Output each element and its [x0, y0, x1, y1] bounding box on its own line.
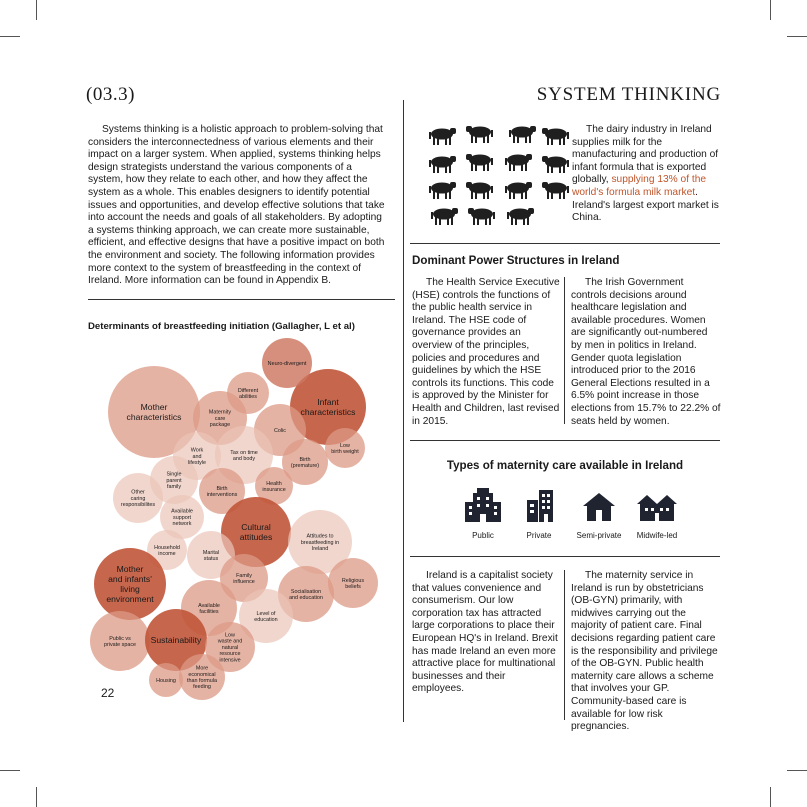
- bubble-label: Public vs private space: [103, 635, 137, 648]
- bubble-label: Family influence: [233, 572, 255, 585]
- bubble-label: Low waste and natural resource intensive: [217, 632, 243, 664]
- bubble-label: Birth (premature): [290, 456, 320, 469]
- crop-mark: [0, 770, 20, 771]
- maternity-left-paragraph: [412, 570, 558, 696]
- bubble-label: Work and lifestyle: [188, 447, 206, 467]
- bubble-label: More economical than formula feeding: [187, 665, 217, 691]
- intro-divider: [88, 299, 395, 300]
- dairy-paragraph: [572, 124, 722, 225]
- cow-icon: [542, 156, 569, 173]
- cow-icon: [431, 208, 458, 225]
- dairy-text: The dairy industry in Ireland supplies milk for the manufacturing and production of infant formula that is exported globally,: [572, 124, 719, 186]
- maternity-type-label: Semi-private: [576, 531, 622, 540]
- maternity-right-paragraph: [571, 570, 721, 734]
- bubble-label: Household income: [154, 544, 180, 557]
- bubble-label: Housing: [156, 677, 176, 684]
- cow-icon: [505, 182, 532, 199]
- bubble-label: Cultural attitudes: [239, 522, 273, 542]
- crop-mark: [787, 770, 807, 771]
- section-divider: [410, 556, 720, 557]
- bubble-label: Birth interventions: [206, 485, 238, 498]
- intro-paragraph: [88, 124, 386, 288]
- section-code: (03.3): [86, 84, 135, 105]
- page-number: 22: [101, 686, 115, 700]
- section-divider: [410, 440, 720, 441]
- figure-title: Determinants of breastfeeding initiation (Gallagher, L et al): [88, 321, 355, 332]
- cow-icon: [466, 126, 493, 143]
- crop-mark: [770, 0, 771, 20]
- cow-icon: [466, 154, 493, 171]
- cow-icon: [509, 126, 536, 143]
- bubble-label: Tax on time and body: [230, 449, 258, 462]
- column-separator: [564, 277, 565, 424]
- bubble-label: Single parent family: [166, 471, 182, 491]
- cow-icon: [429, 128, 456, 145]
- maternity-type-label: Private: [526, 531, 552, 540]
- public-building-icon: [465, 488, 501, 522]
- bubble-label: Marital status: [202, 549, 220, 562]
- bubble-label: Maternity care package: [208, 409, 232, 429]
- maternity-heading: Types of maternity care available in Ireland: [446, 459, 684, 472]
- bubble-label: Sustainability: [150, 635, 202, 646]
- maternity-type-label: Midwife-led: [636, 531, 678, 540]
- cow-icon: [542, 182, 569, 199]
- cow-illustrations: [425, 120, 575, 225]
- bubble-label: Low birth weight: [331, 442, 359, 455]
- power-right-paragraph: [571, 277, 721, 428]
- intro-text: Systems thinking is a holistic approach to problem-solving that considers the interconnectedness of various elements and their impact on a larger system. When applied, systems thinking helps design strategists understand the various components of a system, how they relate to each other, and how they affect the system as a whole. This enables designers to identify potential issues and opportunities, and develop effective solutions that take into account the needs and goals of all stakeholders. By adopting a systems thinking approach, we can create more sustainable, efficient, and effective designs that have a positive impact on both the environment and society. The following information provides more context to the system of breastfeeding in the context of Ireland. More information can be found in Appendix B.: [88, 124, 385, 287]
- crop-mark: [0, 36, 20, 37]
- section-divider: [410, 243, 720, 244]
- cow-icon: [505, 154, 532, 171]
- bubble-label: Religious beliefs: [341, 577, 365, 590]
- maternity-right-text: The maternity service in Ireland is run by obstetricians (OB-GYN) primarily, with midwives carrying out the majority of patient care. Final decisions regarding patient care is the responsibility and privilege of the OB-GYN. Public health maternity care allows a scheme that involves your GP. Community-based care is available for low risk pregnancies.: [571, 570, 718, 733]
- column-separator: [564, 570, 565, 720]
- bubble-label: Different abilities: [237, 387, 259, 400]
- power-left-text: The Health Service Executive (HSE) controls the functions of the public health service in Ireland. The HSE code of governance provides an overview of the principles, policies and procedures and guidelines by which the HSE controls its functions. This code is approved by the Minister for Health and Children, last revised in 2015.: [412, 277, 560, 427]
- bubble-label: Attitudes to breastfeeding in Ireland: [300, 533, 340, 553]
- bubble-label: Infant characteristics: [300, 397, 356, 417]
- bubble-label: Neuro-divergent: [267, 360, 307, 367]
- crop-mark: [36, 787, 37, 807]
- bubble-label: Mother characteristics: [126, 402, 182, 422]
- bubble-label: Available support network: [171, 508, 193, 528]
- maternity-left-text: Ireland is a capitalist society that values convenience and consumerism. Our low corporation tax has attracted large corporations to place their European HQ's in Ireland. Brexit has made Ireland an even more attractive place for multinational businesses and their employees.: [412, 570, 558, 695]
- bubble-label: Level of education: [254, 610, 278, 623]
- cow-icon: [542, 128, 569, 145]
- house-icon: [583, 493, 615, 521]
- cow-icon: [429, 182, 456, 199]
- cow-icon: [429, 156, 456, 173]
- power-right-text: The Irish Government controls decisions around healthcare legislation and available procedures. Women are significantly out-numbered by men in politics in Ireland. Gender quota legislation introduced prior to the 2016 General Elections resulted in a 6.5% point increase in those elections from 15.7% to 22.2% of seats held by women.: [571, 277, 721, 427]
- section-title: SYSTEM THINKING: [536, 84, 721, 105]
- crop-mark: [787, 36, 807, 37]
- private-building-icon: [527, 490, 553, 522]
- crop-mark: [36, 0, 37, 20]
- bubble-label: Colic: [274, 427, 286, 434]
- power-left-paragraph: [412, 277, 560, 428]
- maternity-type-label: Public: [472, 531, 494, 540]
- bubble-label: Health insurance: [262, 480, 286, 493]
- cow-icon: [466, 182, 493, 199]
- midwife-house-icon: [637, 495, 677, 521]
- power-heading: Dominant Power Structures in Ireland: [412, 254, 620, 267]
- bubble-label: Socialisation and education: [289, 588, 323, 601]
- cow-icon: [468, 208, 495, 225]
- bubble-label: Available facilities: [198, 602, 220, 615]
- cow-icon: [507, 208, 534, 225]
- dairy-highlight: supplying 13% of the world's formula milk market: [572, 174, 707, 198]
- crop-mark: [770, 787, 771, 807]
- bubble-label: Other caring responsibilites: [120, 489, 156, 509]
- dairy-text-end: . Ireland's largest export market is China.: [572, 186, 719, 224]
- bubble-label: Mother and infants' living environment: [106, 564, 154, 604]
- bubble-diagram: [80, 336, 410, 706]
